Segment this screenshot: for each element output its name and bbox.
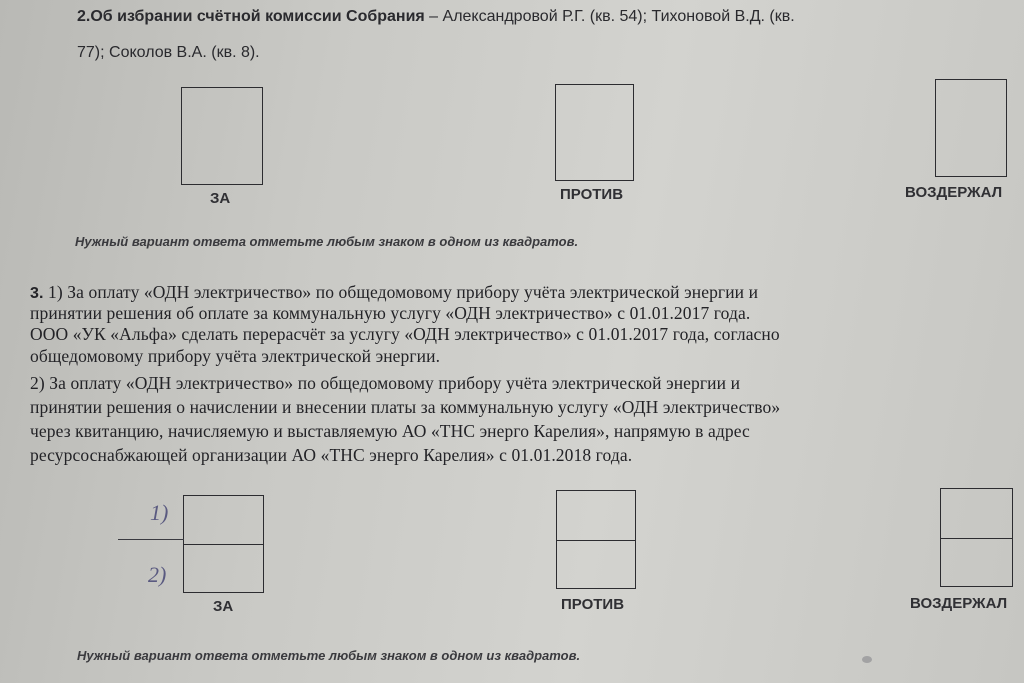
item2-label-for: ЗА <box>210 190 231 207</box>
item3-label-against: ПРОТИВ <box>561 596 625 613</box>
item3-label-for: ЗА <box>213 598 234 615</box>
ink-smudge <box>862 656 872 663</box>
item3-line-6: принятии решения о начислении и внесении платы за коммунальную услугу «ОДН электричество» <box>30 397 781 417</box>
item3-checkbox-against[interactable] <box>556 490 636 589</box>
item2-question <box>77 8 795 26</box>
handwritten-extension-line <box>118 539 184 540</box>
item3-line-1-text: 1) За оплату «ОДН электричество» по общедомовому прибору учёта электрической энергии и <box>48 282 759 302</box>
item2-checkbox-against[interactable] <box>555 84 634 181</box>
item2-question-line2: 77); Соколов В.А. (кв. 8). <box>77 44 260 61</box>
item3-line-8: ресурсоснабжающей организации АО «ТНС энерго Карелия» с 01.01.2018 года. <box>30 445 633 465</box>
item2-checkbox-abstain[interactable] <box>935 79 1007 177</box>
handwritten-mark-2: 2) <box>148 562 167 587</box>
item3-line-7: через квитанцию, начисляемую и выставляемую АО «ТНС энерго Карелия», напрямую в адрес <box>30 421 750 441</box>
item2-checkbox-for[interactable] <box>181 87 263 185</box>
item3-hint: Нужный вариант ответа отметьте любым знаком в одном из квадратов. <box>77 648 581 663</box>
item2-label-abstain: ВОЗДЕРЖАЛ <box>905 184 1003 201</box>
item3-checkbox-against-divider <box>557 540 635 541</box>
item3-checkbox-abstain-divider <box>941 538 1012 539</box>
item2-label-against: ПРОТИВ <box>560 186 624 203</box>
item3-line-2: принятии решения об оплате за коммунальную услугу «ОДН электричество» с 01.01.2017 года. <box>30 303 751 323</box>
handwritten-mark-1: 1) <box>150 500 169 525</box>
item3-checkbox-for[interactable] <box>183 495 264 593</box>
item3-line-1 <box>30 282 758 303</box>
item3-line-5: 2) За оплату «ОДН электричество» по общедомовому прибору учёта электрической энергии и <box>30 373 741 393</box>
item3-checkbox-abstain[interactable] <box>940 488 1013 587</box>
item3-line-4: общедомовому прибору учёта электрической энергии. <box>30 346 441 366</box>
item3-label-abstain: ВОЗДЕРЖАЛ <box>910 595 1008 612</box>
item2-hint: Нужный вариант ответа отметьте любым знаком в одном из квадратов. <box>75 234 579 249</box>
item3-checkbox-for-divider <box>184 544 263 545</box>
item3-number: 3. <box>30 285 44 302</box>
item2-question-bold: 2.Об избрании счётной комиссии Собрания <box>77 8 425 25</box>
item2-question-rest: – Александровой Р.Г. (кв. 54); Тихоновой В.Д. (кв. <box>424 8 795 25</box>
item3-line-3: ООО «УК «Альфа» сделать перерасчёт за услугу «ОДН электричество» с 01.01.2017 года, согласно <box>30 324 780 344</box>
